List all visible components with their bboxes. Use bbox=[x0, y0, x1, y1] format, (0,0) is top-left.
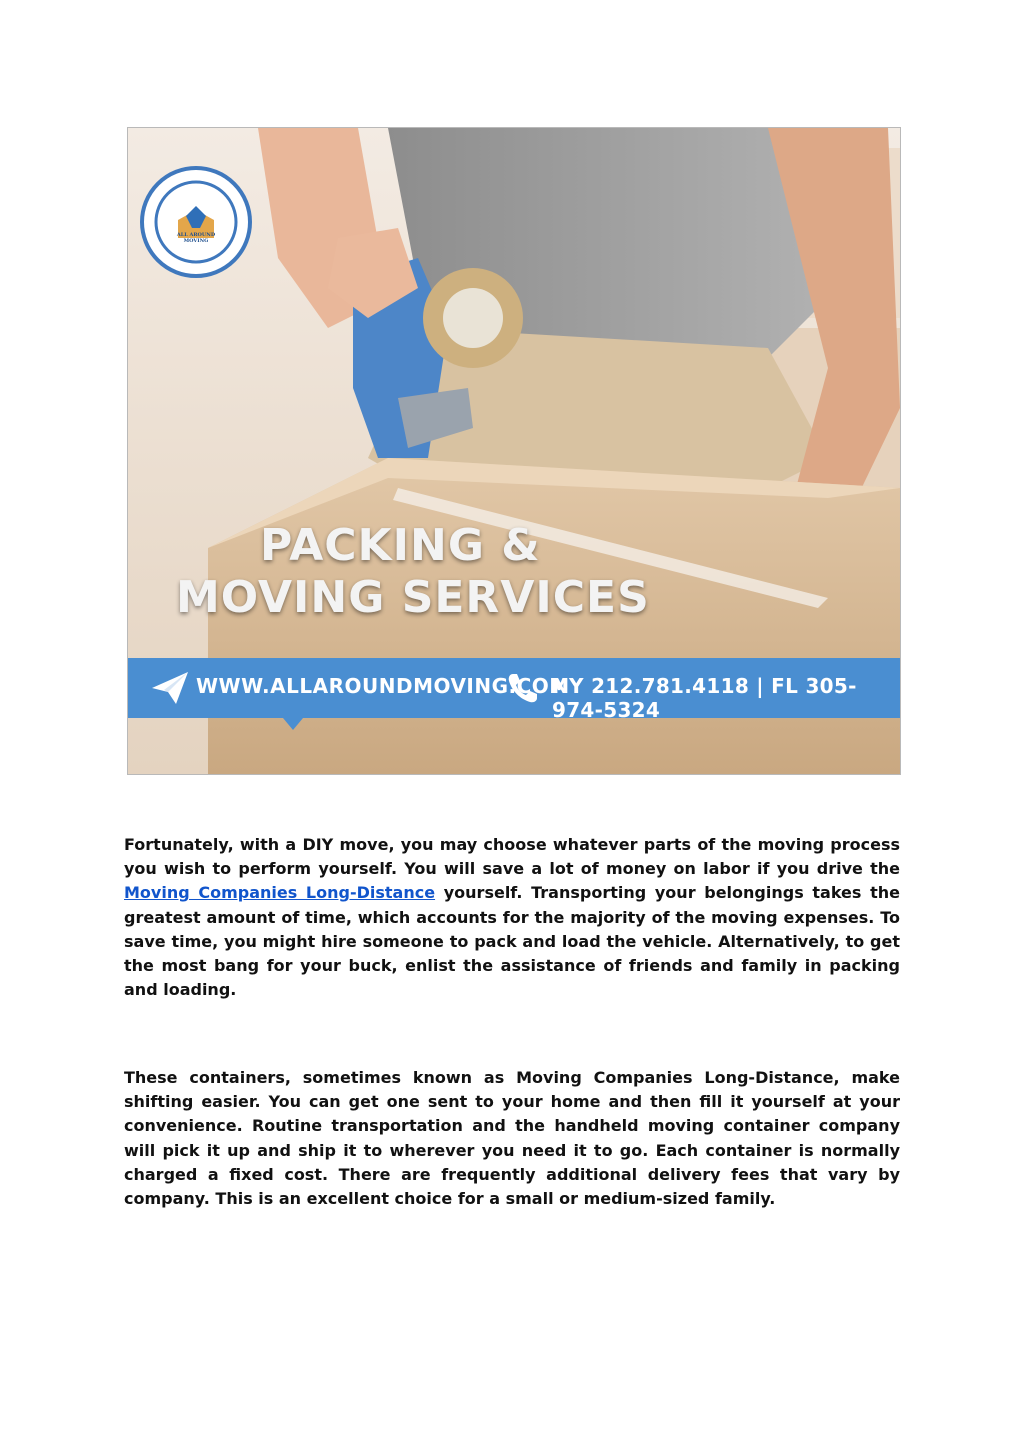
paper-plane-icon bbox=[150, 670, 190, 706]
contact-ribbon bbox=[128, 658, 900, 722]
website-text: WWW.ALLAROUNDMOVING.COM bbox=[196, 674, 570, 698]
headline-line-1: PACKING & bbox=[260, 520, 541, 571]
company-logo bbox=[140, 166, 252, 278]
phone-numbers: NY 212.781.4118 | FL 305-974-5324 bbox=[552, 674, 857, 722]
paragraph-containers: These containers, sometimes known as Moving Companies Long-Distance, make shifting easier. You can get one sent to your home and then fill it yourself at your convenience. Routine transportation and the handheld moving container company will pick it up and ship it to wherever you need it to go. Each container is normally charged a fixed cost. There are frequently additional delivery fees that vary by company. This is an excellent choice for a small or medium-sized family. bbox=[124, 1068, 900, 1209]
headline-line-2: MOVING SERVICES bbox=[176, 572, 650, 623]
logo-text: ALL AROUND MOVING bbox=[176, 232, 216, 244]
packing-moving-banner bbox=[127, 127, 901, 775]
phone-icon bbox=[506, 671, 540, 705]
paragraph1-text-before-link: Fortunately, with a DIY move, you may choose whatever parts of the moving process you wish to perform yourself. You will save a lot of money on labor if you drive the bbox=[124, 835, 900, 879]
banner-headline bbox=[176, 520, 650, 624]
paragraph-diy-move bbox=[124, 833, 900, 1002]
moving-companies-long-distance-link[interactable]: Moving Companies Long-Distance bbox=[124, 883, 436, 903]
paragraph1-text-after-link: yourself. Transporting your belongings takes the greatest amount of time, which accounts for the majority of the moving expenses. To save time, you might hire someone to pack and load the vehicle. Alternatively, to get the most bang for your buck, enlist the assistance of friends and family in packing and loading. bbox=[124, 883, 900, 1000]
